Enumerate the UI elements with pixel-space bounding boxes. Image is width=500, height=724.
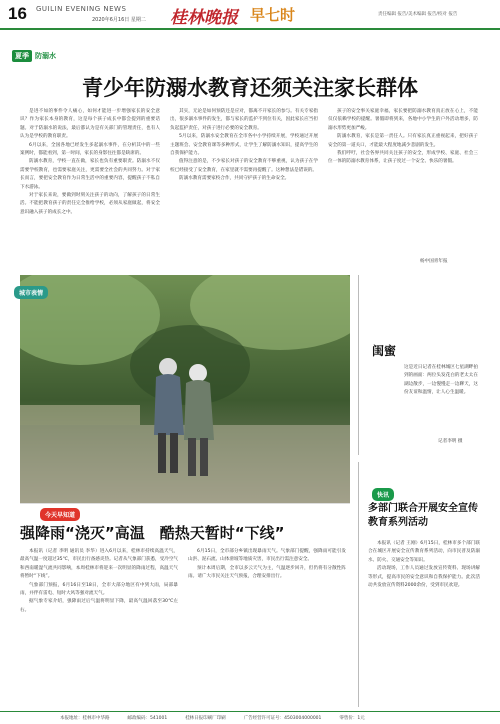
brief-tag: 快讯 — [372, 488, 394, 501]
divider — [358, 462, 359, 707]
paragraph: 5月以来，防溺水安全教育在全市各中小学持续开展，学校通过开展主题班会、安全教育课等多种形式，让学生了解防溺水知识，提高学生的自我保护能力。 — [170, 134, 318, 157]
paragraph: 我们呼吁，社会各界共同关注孩子的安全，形成学校、家庭、社会三位一体的防溺水教育体系，让孩子度过一个安全、快乐的暑假。 — [328, 151, 478, 165]
main-headline: 青少年防溺水教育还须关注家长群体 — [82, 76, 418, 100]
photo-image — [20, 275, 350, 503]
topic-name: 防溺水 — [35, 52, 56, 60]
paper-logo: 桂林晚报 — [170, 8, 238, 28]
topic-label — [12, 50, 56, 62]
paragraph: 本报讯（记者 王刚）6月15日，桂林市多个部门联合在城区开展安全宣传教育系列活动，向市民普及防溺水、防火、交通安全等知识。 — [368, 541, 480, 563]
photo-credit: 记者李明 摄 — [438, 439, 463, 444]
article-author: 杨中国青年报 — [420, 259, 448, 264]
footer-item: 广告经营许可证号：4503004000001 — [243, 716, 322, 721]
article-column-1 — [20, 108, 160, 268]
divider — [20, 503, 350, 504]
city-expression-tag: 城市表情 — [14, 286, 48, 299]
weather-column-1 — [20, 548, 178, 706]
photo-elderly-friends — [20, 275, 350, 503]
page-footer — [0, 711, 500, 724]
weather-headline: 强降雨“浇灭”高温 酷热天暂时“下线” — [20, 524, 285, 542]
divider — [358, 275, 359, 455]
paragraph: 6月以来，全国各地已经发生多起溺水事件，在分析其中的一些案例时，都能看到，第一时间，家长的身影往往都是缺席的。 — [20, 142, 160, 157]
brief-headline: 多部门联合开展安全宣传教育系列活动 — [368, 503, 478, 528]
paragraph: 气象部门预报，6月16日至18日，全市大部分地区有中到大雨，局部暴雨，并伴有雷电、短时大风等强对流天气。 — [20, 582, 178, 597]
paragraph: 是进不如的事件令人痛心，如何才能进一步增强家长的安全意识？作为家长本身的教育，这是每个孩子成长中都会提到的重要话题。对于防溺水的说法，最后都认为是有关部门的管理责任，也有人认为是学校的教育职责。 — [20, 109, 160, 140]
english-name: GUILIN EVENING NEWS — [36, 5, 127, 13]
paragraph: 据气象专家介绍，强降雨过后气温将明显下降，最高气温回落至30℃左右。 — [20, 599, 178, 613]
brief-body — [368, 540, 480, 706]
topic-badge: 夏季 — [12, 50, 32, 62]
paragraph: 其实，无论是如何预防还是应对，都离不开家长的参与。有关专家指出，很多溺水事件的发生，都与家长的监护不到位有关，因此家长应当担负起监护责任，对孩子进行必要的安全教育。 — [170, 109, 318, 131]
footer-item: 零售价：1元 — [339, 716, 365, 721]
paragraph: 防溺水教育，学校一直在做，家长也负有重要职责。防溺水不仅需要学校教育，也需要家庭关注，更需要全社会的共同努力。对于家长而言，要把安全教育作为日常生活中的重要内容，提醒孩子不私自下水游泳。 — [20, 159, 160, 190]
today-tag: 今天早知道 — [40, 508, 80, 521]
page-number: 16 — [8, 4, 27, 23]
paragraph: 预计本周后期，全市以多云天气为主，气温逐步回升，但仍将有分散性阵雨。请广大市民关注天气预报，合理安排出行。 — [188, 565, 346, 580]
article-column-3 — [328, 108, 478, 253]
footer-item: 桂林日报印刷厂印刷 — [185, 716, 226, 721]
footer-item: 本报地址：桂林市中华路 — [60, 716, 110, 721]
photo-title: 闺蜜 — [372, 344, 397, 358]
paragraph: 孩子的安全事关家庭幸福，家长要把防溺水教育真正放在心上，不能仅仅依赖学校的提醒。暑假即将到来，各地中小学生的户外活动增多，防溺水形势更加严峻。 — [328, 109, 478, 131]
paragraph: 6月15日，全市部分乡镇出现暴雨天气。气象部门提醒，强降雨可能引发山洪、泥石流、山体滑坡等地质灾害，市民出行需注意安全。 — [188, 549, 346, 563]
footer-item: 邮政编码：541001 — [127, 716, 168, 721]
weather-column-2 — [188, 548, 346, 706]
paragraph: 防溺水教育需要家校合作，共同守护孩子的生命安全。 — [179, 176, 290, 182]
editor-credits: 责任编辑 报告/美术编辑 报告/校对 报告 — [378, 12, 458, 17]
paragraph: 防溺水教育，家长是第一责任人。只有家长真正重视起来，把好孩子安全的第一道关口，才能最大程度地减少悲剧的发生。 — [328, 134, 478, 148]
paragraph: 对于家长来说，要做到时刻关注孩子的动向，了解孩子的日常生活。不能把教育孩子的责任完全推给学校，必须从家庭做起，将安全意识融入孩子的成长之中。 — [20, 193, 160, 215]
paragraph: 本报讯（记者 李明 通讯员 李华）进入6月以来，桂林市持续高温天气，最高气温一度超过35℃，市民出行备感炎热。记者从气象部门获悉，受冷空气和西南暖湿气流共同影响，本周桂林市将迎来一次明显的降雨过程，高温天气将暂时“下线”。 — [20, 549, 178, 580]
photo-caption: 这是近日记者在桂林城区七星湖畔拍到的画面：两位头发花白的老太太在湖边散步，一边慢慢走一边聊天，这份友谊和温情，让人心生温暖。 — [404, 365, 478, 396]
article-column-2 — [170, 108, 318, 268]
section-logo: 早七时 — [250, 6, 296, 24]
paragraph: 活动现场，工作人员通过发放宣传资料、现场讲解等形式，提高市民的安全意识和自我保护能力。此次活动共发放宣传资料2000余份，受到市民欢迎。 — [368, 566, 480, 589]
paragraph: 值得注意的是，不少家长对孩子的安全教育不够重视，认为孩子在学校已经接受了安全教育，在家里就不需要再提醒了。这种想法是错误的。 — [170, 159, 318, 173]
date-line: 2020年6月16日 星期二 — [92, 17, 146, 23]
